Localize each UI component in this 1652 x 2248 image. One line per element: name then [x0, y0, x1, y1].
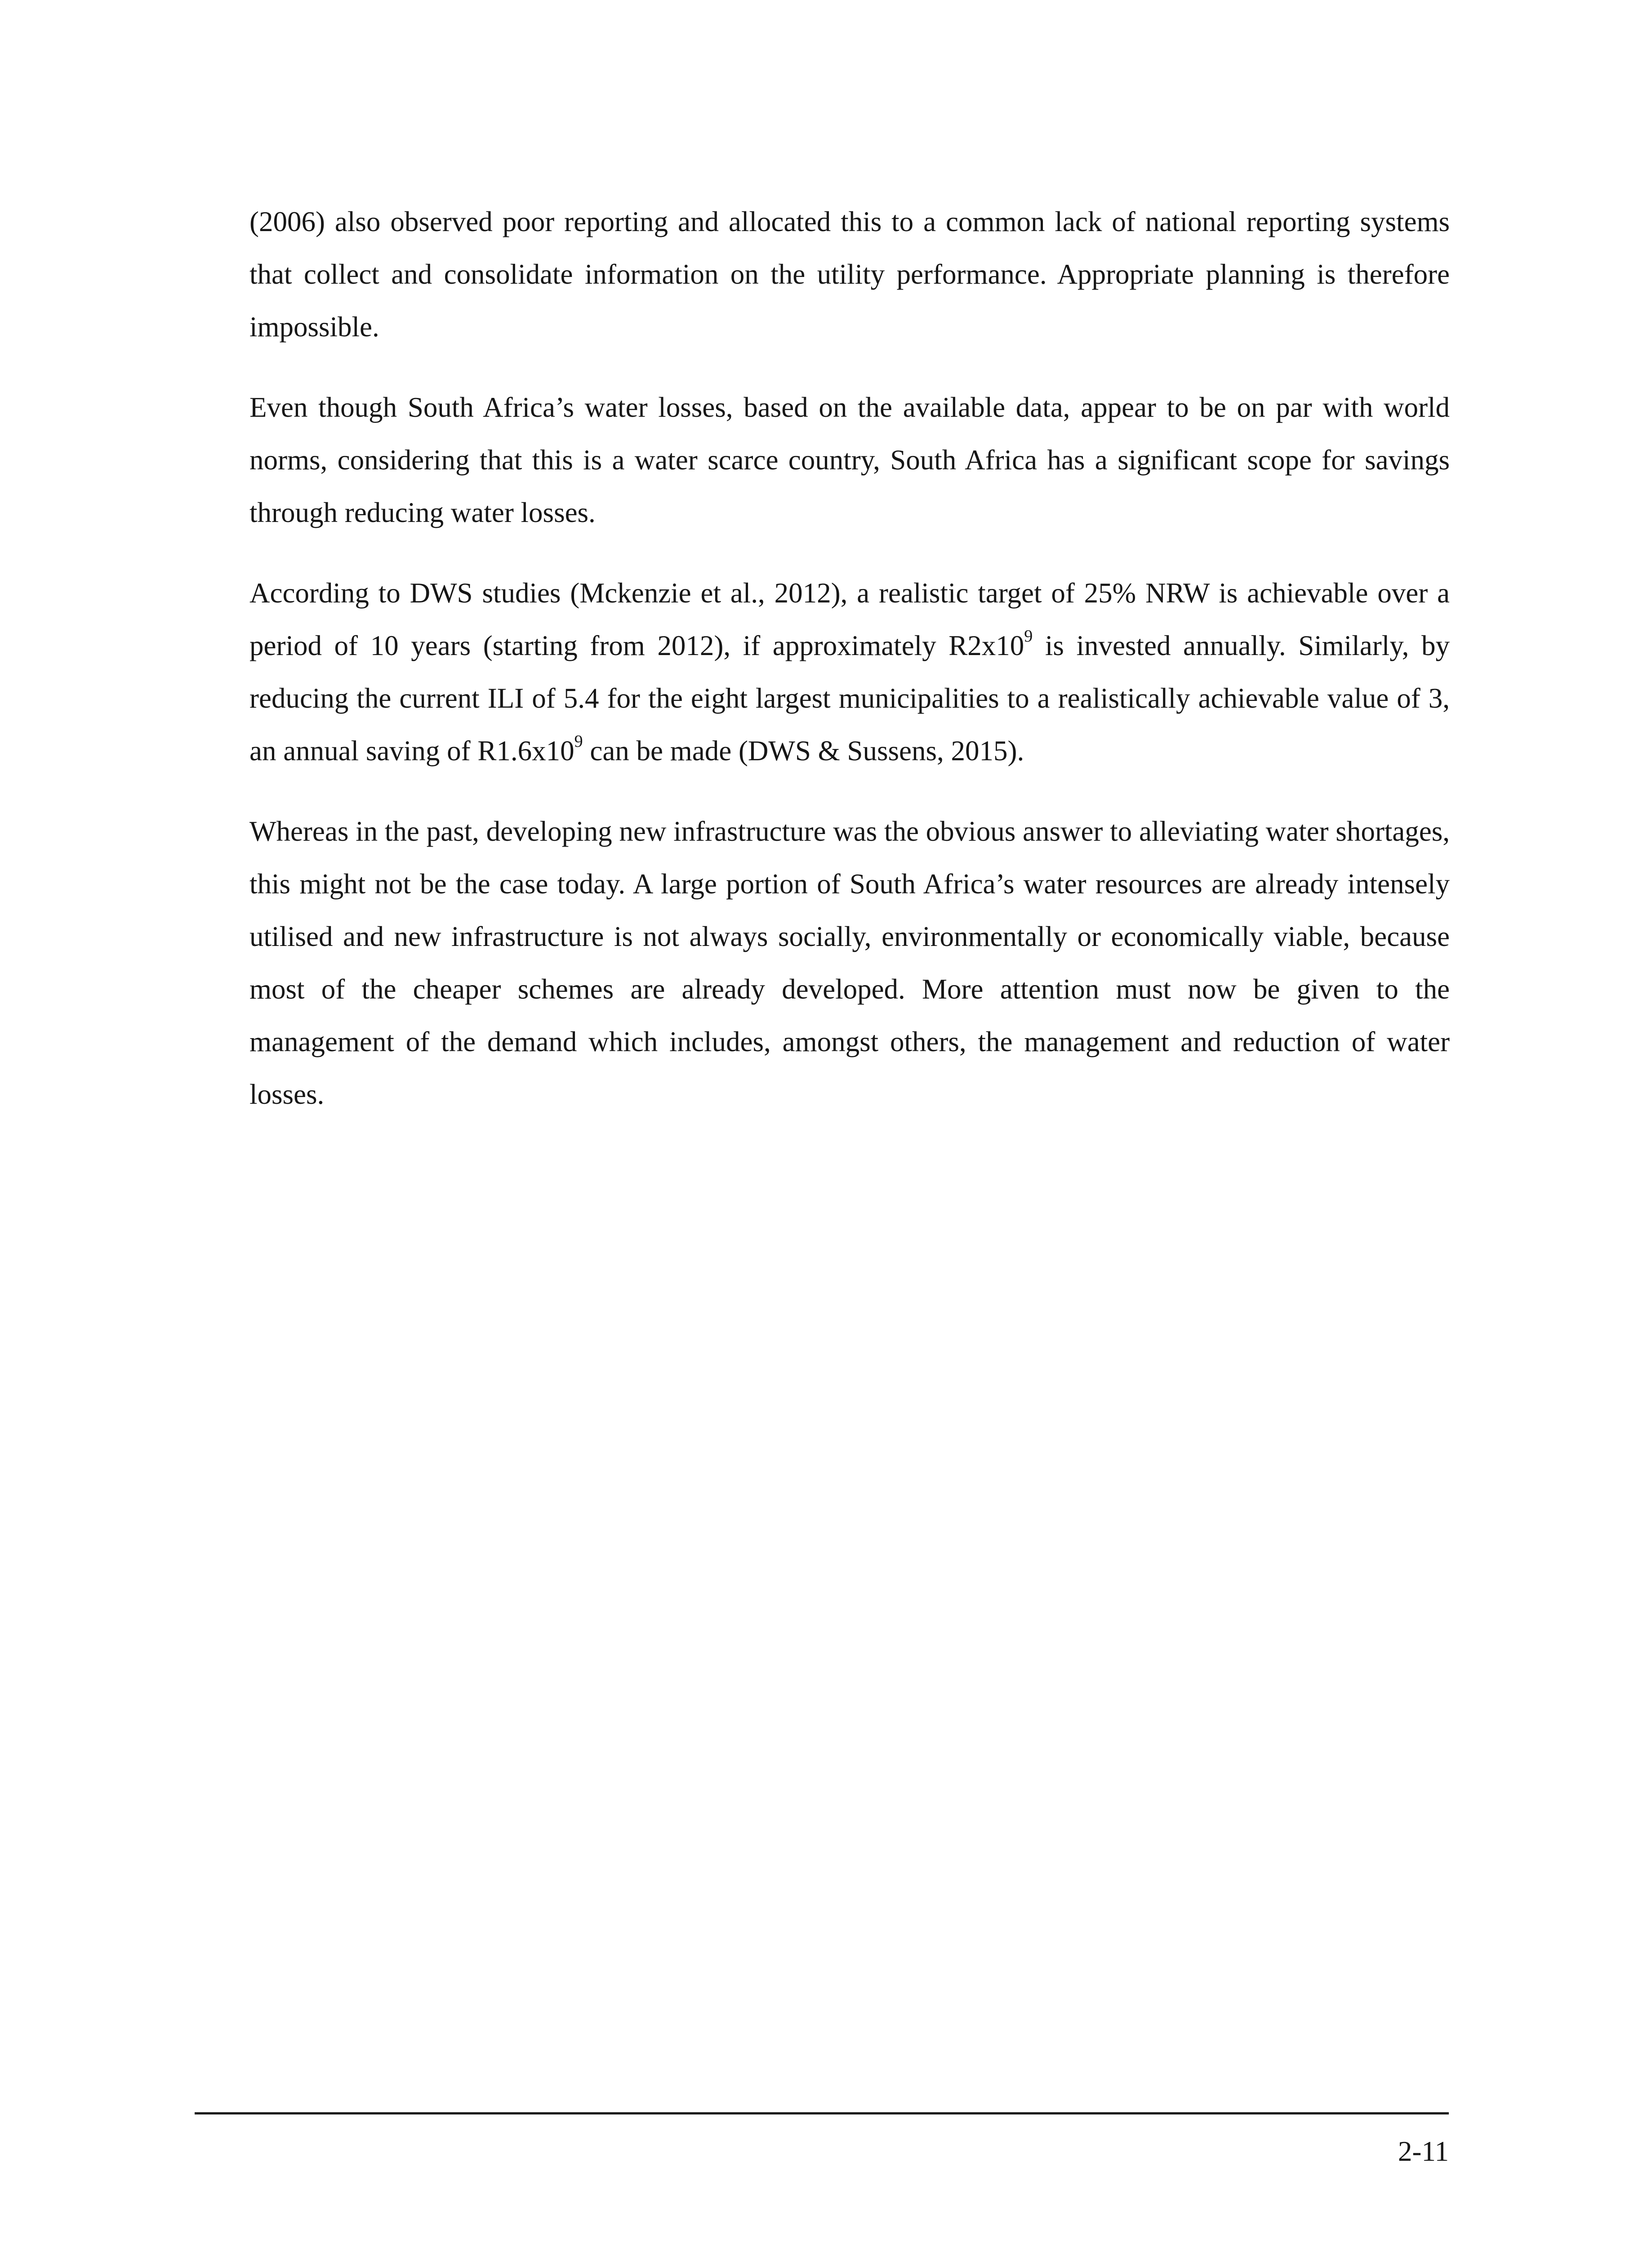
paragraph-infrastructure-demand: Whereas in the past, developing new infrastructure was the obvious answer to alleviating water shortages, this might not be the case today. A large portion of South Africa’s water resources are already intensely utilised and new infrastructure is not always socially, environmentally or economically viable, because most of the cheaper schemes are already developed. More attention must now be given to the management of the demand which includes, amongst others, the management and reduction of water losses.: [249, 816, 1450, 1110]
dws-text-part-2: is invested annually. Similarly, by reducing the current ILI of 5.4 for the eight largest municipalities to a realistically achievable value of 3, an annual saving of R1.6x10: [249, 630, 1450, 767]
superscript-exponent-1: 9: [1024, 627, 1033, 646]
dws-text-part-1: According to DWS studies (Mckenzie et al., 2012), a realistic target of 25% NRW is achievable over a period of 10 years (starting from 2012), if approximately R2x10: [249, 577, 1450, 661]
page-number: 2-11: [1398, 2136, 1449, 2167]
superscript-exponent-2: 9: [574, 732, 583, 751]
paragraph-dws-targets: [249, 567, 1450, 777]
footer-divider: [195, 2112, 1449, 2114]
dws-text-part-3: can be made (DWS & Sussens, 2015).: [583, 735, 1024, 767]
paragraph-poor-reporting: (2006) also observed poor reporting and allocated this to a common lack of national reporting systems that collect and consolidate information on the utility performance. Appropriate planning is therefore impossible.: [249, 206, 1450, 343]
body-text: [249, 196, 1450, 1149]
paragraph-water-losses-scope: Even though South Africa’s water losses, based on the available data, appear to be on par with world norms, considering that this is a water scarce country, South Africa has a significant scope for savings through reducing water losses.: [249, 392, 1450, 528]
